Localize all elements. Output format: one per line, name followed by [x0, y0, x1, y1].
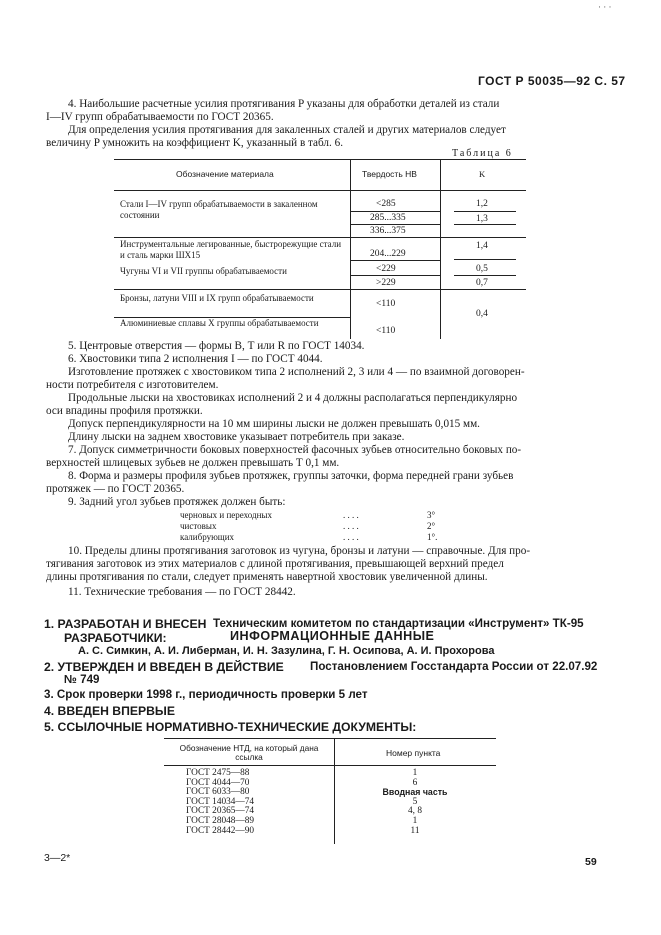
info-title: ИНФОРМАЦИОННЫЕ ДАННЫЕ: [230, 629, 435, 643]
info-s2-decree: Постановлением Госстандарта России от 22.07.92: [310, 660, 598, 673]
table6-row1-k2: 1,3: [476, 214, 488, 224]
angle-rough-label: черновых и переходных: [180, 510, 272, 520]
table6-row1-k1: 1,2: [476, 199, 488, 209]
para-10-2: тягивания заготовок из этих материалов с длиной протягивания, превышающей верхний предел: [46, 558, 504, 570]
table6-row5-hb: <110: [376, 326, 396, 336]
refs-table: [164, 738, 496, 844]
para-4-line2: I—IV групп обрабатываемости по ГОСТ 20365.: [46, 111, 274, 123]
table6-row3-hb1: <229: [376, 264, 396, 274]
refs-row-item: 4, 8: [408, 806, 422, 817]
para-6-tolerance: Допуск перпендикулярности на 10 мм ширины лыски не должен превышать 0,015 мм.: [68, 418, 480, 430]
refs-row-item: 5: [412, 796, 418, 807]
footer-signature: 3—2*: [44, 852, 71, 864]
table6-row2-hb: 204...229: [370, 249, 406, 259]
angle-calib-dots: . . . .: [343, 532, 359, 542]
info-s5: 5. ССЫЛОЧНЫЕ НОРМАТИВНО-ТЕХНИЧЕСКИЕ ДОКУМЕНТЫ:: [44, 720, 417, 734]
table6-row2-k: 1,4: [476, 241, 488, 251]
table6-row1-material: Стали I—IV групп обрабатываемости в закаленном состоянии: [120, 199, 318, 220]
table6-row4-hb: <110: [376, 299, 396, 309]
para-5: 5. Центровые отверстия — формы В, Т или R по ГОСТ 14034.: [68, 340, 365, 352]
refs-row-item: 11: [410, 825, 420, 836]
table6-header-hardness: Твердость НВ: [362, 169, 417, 179]
angle-finish-dots: . . . .: [343, 521, 359, 531]
para-6-length: Длину лыски на заднем хвостовике указывает потребитель при заказе.: [68, 431, 405, 443]
table6-row4-material: Бронзы, латуни VIII и IX групп обрабатываемости: [120, 293, 314, 303]
info-s2-head: 2. УТВЕРЖДЕН И ВВЕДЕН В ДЕЙСТВИЕ: [44, 660, 284, 674]
refs-row-doc: ГОСТ 4044—70: [186, 777, 250, 788]
info-s1-head: 1. РАЗРАБОТАН И ВНЕСЕН: [44, 617, 207, 631]
table6-header-material: Обозначение материала: [176, 169, 274, 179]
refs-row-item: 6: [412, 777, 418, 788]
refs-row-item: 1: [412, 768, 418, 778]
para-6-make: Изготовление протяжек с хвостовиком типа 2 исполнений 2, 3 или 4 — по взаимной договорен-: [68, 366, 525, 378]
angle-rough-dots: . . . .: [343, 510, 359, 520]
para-8: 8. Форма и размеры профиля зубьев протяжек, группы заточки, форма передней грани зубьев: [68, 470, 514, 482]
para-4-line4: величину P умножить на коэффициент K, указанный в табл. 6.: [46, 137, 344, 149]
table6-header-k: K: [479, 169, 486, 179]
info-s2-number: № 749: [64, 673, 100, 686]
table6-row3-material: Чугуны VI и VII группы обрабатываемости: [120, 266, 287, 276]
refs-row-doc: ГОСТ 6033—80: [186, 787, 250, 798]
para-4-line1: 4. Наибольшие расчетные усилия протягивания P указаны для обработки деталей из стали: [68, 98, 500, 110]
refs-row-item: Вводная часть: [382, 787, 448, 798]
refs-header-item: Номер пункта: [386, 748, 441, 758]
refs-row-doc: ГОСТ 14034—74: [186, 796, 255, 807]
table6-row4-k: 0,4: [476, 309, 488, 319]
info-authors: А. С. Симкин, А. И. Либерман, И. Н. Зазулина, Г. Н. Осипова, А. И. Прохорова: [78, 645, 495, 657]
refs-row-doc: ГОСТ 28048—89: [186, 816, 255, 826]
para-6: 6. Хвостовики типа 2 исполнения I — по ГОСТ 4044.: [68, 353, 323, 365]
para-4-line3: Для определения усилия протягивания для закаленных сталей и других материалов следует: [68, 124, 506, 136]
angle-calib-label: калибрующих: [180, 532, 235, 542]
page-number: 59: [585, 856, 597, 868]
angle-rough-value: 3°: [427, 510, 436, 520]
para-6-make-2: ности потребителя с изготовителем.: [46, 379, 219, 391]
para-7: 7. Допуск симметричности боковых поверхностей фасочных зубьев относительно боковых по-: [68, 444, 522, 456]
para-10: 10. Пределы длины протягивания заготовок из чугуна, бронзы и латуни — справочные. Для про-: [68, 545, 531, 557]
refs-row-doc: ГОСТ 20365—74: [186, 806, 255, 817]
table6-row5-material: Алюминиевые сплавы X группы обрабатываемости: [120, 318, 319, 328]
info-s4: 4. ВВЕДЕН ВПЕРВЫЕ: [44, 704, 175, 718]
para-6-flats: Продольные лыски на хвостовиках исполнений 2 и 4 должны располагаться перпендикулярно: [68, 392, 518, 404]
para-8-2: протяжек — по ГОСТ 20365.: [46, 483, 185, 495]
table6-row3-hb2: >229: [376, 278, 396, 288]
refs-header-doc: Обозначение НТД, на который дана ссылка: [179, 743, 319, 762]
para-9: 9. Задний угол зубьев протяжек должен быть:: [68, 496, 286, 508]
table6-row3-k1: 0,5: [476, 264, 488, 274]
table6-row3-k2: 0,7: [476, 278, 488, 288]
table6-row1-hb3: 336...375: [370, 226, 406, 236]
para-11: 11. Технические требования — по ГОСТ 28442.: [68, 586, 296, 598]
info-s1-committee: Техническим комитетом по стандартизации «Инструмент» ТК-95: [213, 617, 584, 630]
table6-row1-hb1: <285: [376, 199, 396, 209]
refs-row-doc: ГОСТ 2475—88: [186, 768, 250, 778]
refs-row-item: 1: [412, 816, 418, 826]
angle-calib-value: 1°.: [427, 532, 438, 542]
angle-finish-label: чистовых: [180, 521, 217, 531]
table6-row1-hb2: 285...335: [370, 213, 406, 223]
info-s3: 3. Срок проверки 1998 г., периодичность проверки 5 лет: [44, 688, 368, 701]
para-7-2: верхностей шлицевых зубьев не должен превышать Т 0,1 мм.: [46, 457, 340, 469]
page-header-gost: ГОСТ Р 50035—92 С. 57: [478, 74, 626, 88]
refs-row-doc: ГОСТ 28442—90: [186, 825, 255, 836]
table6-caption: Таблица 6: [452, 148, 513, 159]
info-s1-developers: РАЗРАБОТЧИКИ:: [64, 631, 167, 645]
angle-finish-value: 2°: [427, 521, 436, 531]
para-6-flats-2: оси впадины профиля протяжки.: [46, 405, 203, 417]
top-marks: · · ·: [598, 2, 612, 12]
table6-row2-material: Инструментальные легированные, быстрорежущие стали и сталь марки ШХ15: [120, 239, 342, 260]
table6: [114, 159, 526, 339]
para-10-3: длины протягивания по стали, следует применять навертной хвостовик увеличенной длины.: [46, 571, 488, 583]
